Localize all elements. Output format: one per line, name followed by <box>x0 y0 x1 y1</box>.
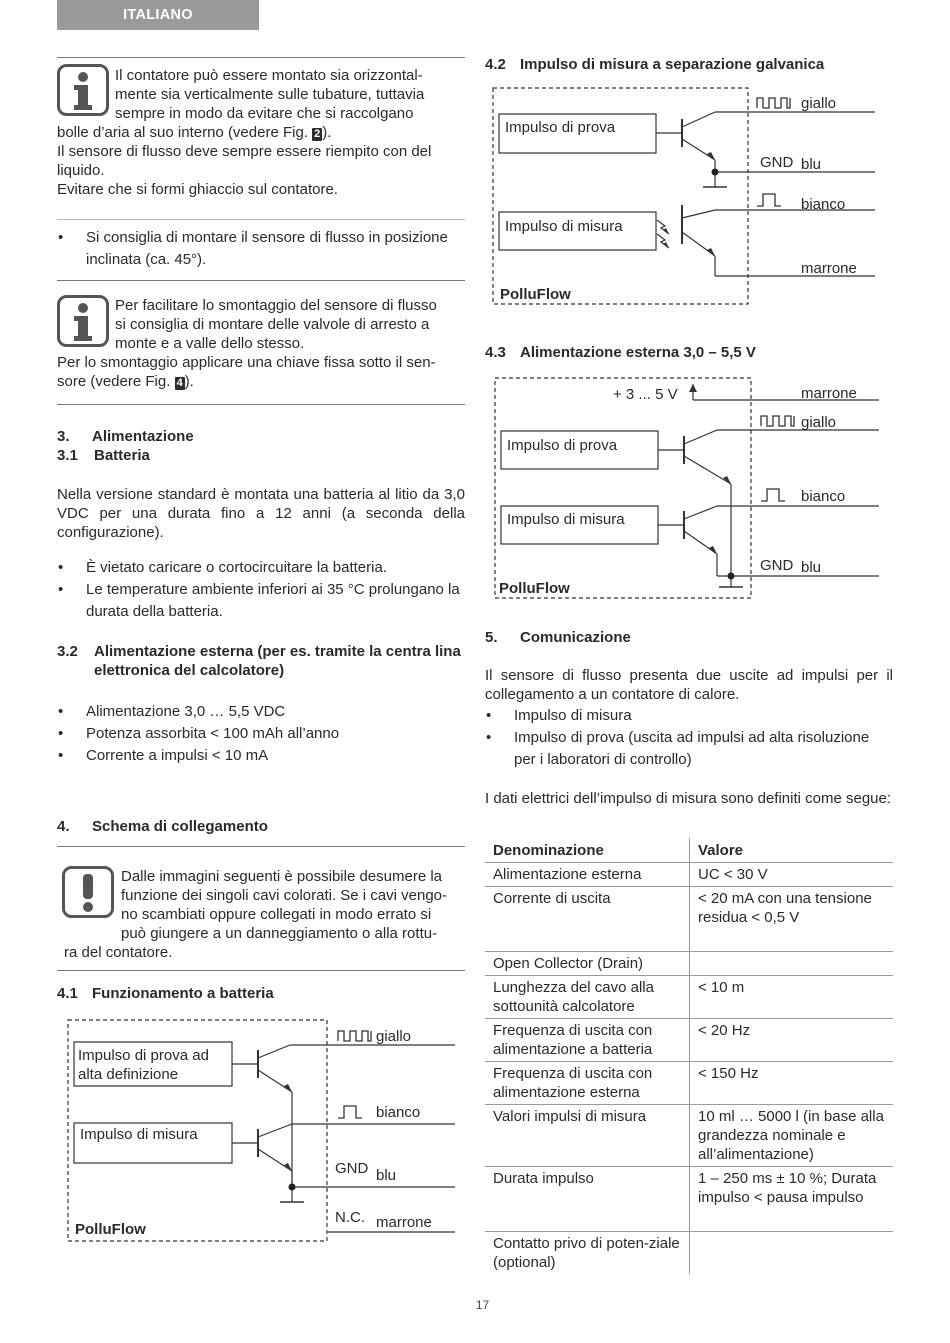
section-number: 4.1 <box>57 985 78 1002</box>
section-title: Alimentazione <box>92 428 194 445</box>
table-cell <box>690 952 894 976</box>
communication-bullet-list <box>485 705 893 771</box>
table-row <box>485 1019 893 1062</box>
note2-line3: monte e a valle dello stesso. <box>115 335 305 352</box>
divider <box>57 970 465 971</box>
wire-label-giallo: giallo <box>801 95 837 112</box>
table-row <box>485 887 893 952</box>
figure-ref-badge: 2 <box>314 128 321 140</box>
note2-line4: Per lo smontaggio applicare una chiave fissa sotto il sen- <box>57 354 436 371</box>
warning-line4: può giungere a un danneggiamento o alla rottu- <box>121 925 438 942</box>
list-item: • Impulso di prova (uscita ad impulsi ad alta risoluzione per i laboratori di controllo) <box>485 727 893 771</box>
wire-label-marrone: marrone <box>376 1214 432 1231</box>
page-number: 17 <box>475 1298 490 1312</box>
device-name: PolluFlow <box>75 1221 146 1238</box>
wire-label-gnd: GND <box>760 154 794 171</box>
table-row <box>485 1062 893 1105</box>
divider <box>57 219 465 220</box>
diagram-label: Impulso di prova ad <box>78 1047 209 1064</box>
table-row <box>485 863 893 887</box>
diagram-label: alta definizione <box>78 1066 179 1083</box>
section-number: 3.2 <box>57 643 78 660</box>
table-cell: Valori impulsi di misura <box>485 1105 690 1167</box>
section-4-2-heading <box>485 55 824 74</box>
section-3-1-heading <box>57 446 150 465</box>
table-row <box>485 1167 893 1232</box>
table-row <box>485 952 893 976</box>
electrical-data-table <box>485 838 893 1274</box>
table-cell <box>690 1232 894 1275</box>
table-cell: < 10 m <box>690 976 894 1019</box>
table-cell: 10 ml … 5000 l (in base alla grandezza nominale e all’alimentazione) <box>690 1105 894 1167</box>
wiring-diagram-battery <box>60 1012 465 1248</box>
info-icon <box>57 295 109 347</box>
list-item: • È vietato caricare o cortocircuitare la batteria. <box>57 557 467 579</box>
diagram-label: Impulso di misura <box>80 1126 198 1143</box>
note1-line2: mente sia verticalmente sulle tubature, tuttavia <box>115 86 425 103</box>
table-row <box>485 1232 893 1275</box>
warning-line5: ra del contatore. <box>64 944 173 961</box>
note2-line2: si consiglia di montare delle valvole di arresto a <box>115 316 430 333</box>
table-row <box>485 1105 893 1167</box>
figure-ref-badge: 4 <box>176 377 183 389</box>
section-number: 4. <box>57 818 70 835</box>
section-3-2-heading <box>57 642 467 680</box>
warning-line2: funzione dei singoli cavi colorati. Se i cavi vengo- <box>121 887 448 904</box>
note2-line5-text: sore (vedere Fig. <box>57 373 171 390</box>
wiring-diagram-galvanic <box>487 82 882 312</box>
diagram-label: Impulso di prova <box>505 119 616 136</box>
wire-label-blu: blu <box>801 156 822 173</box>
note1-para3: Evitare che si formi ghiaccio sul contatore. <box>57 181 338 198</box>
column-header: Denominazione <box>485 838 690 863</box>
table-cell: < 20 mA con una tensione residua < 0,5 V <box>690 887 894 952</box>
note1-line4 <box>57 123 465 142</box>
electrical-data-intro: I dati elettrici dell’impulso di misura sono definiti come segue: <box>485 790 892 807</box>
note1-line4-end: ). <box>322 124 332 141</box>
table-cell: Durata impulso <box>485 1167 690 1232</box>
wiring-diagram-external <box>489 372 884 604</box>
device-boundary <box>495 378 751 598</box>
list-item: • Corrente a impulsi < 10 mA <box>57 745 467 767</box>
wire-label-giallo: giallo <box>376 1028 412 1045</box>
wire-label-marrone: marrone <box>801 385 857 402</box>
note2-line1: Per facilitare lo smontaggio del sensore di flusso <box>115 297 437 314</box>
section-title: Alimentazione esterna 3,0 – 5,5 V <box>520 344 756 361</box>
divider <box>57 846 465 847</box>
battery-paragraph: Nella versione standard è montata una batteria al litio da 3,0 VDC per una durata fino a 12 anni (a seconda della configurazione). <box>57 486 465 541</box>
section-4-heading <box>57 817 268 836</box>
communication-paragraph: Il sensore di flusso presenta due uscite ad impulsi per il collegamento a un contatore di calore. <box>485 667 893 703</box>
note2-line5-end: ). <box>184 373 194 390</box>
device-name: PolluFlow <box>500 286 571 303</box>
table-cell: 1 – 250 ms ± 10 %; Durata impulso < pausa impulso <box>690 1167 894 1232</box>
divider <box>57 57 465 58</box>
external-supply-bullet-list <box>57 701 467 767</box>
divider <box>57 280 465 281</box>
table-cell: < 150 Hz <box>690 1062 894 1105</box>
section-title: Impulso di misura a separazione galvanica <box>520 56 825 73</box>
wire-label-gnd: GND <box>760 557 794 574</box>
section-title: Comunicazione <box>520 629 631 646</box>
section-title: Alimentazione esterna (per es. tramite la centra lina elettronica del calcolatore) <box>94 643 461 679</box>
section-title: Batteria <box>94 447 150 464</box>
diagram-label: Impulso di misura <box>507 511 625 528</box>
warning-line3: no scambiati oppure collegati in modo errato si <box>121 906 432 923</box>
list-item: • Potenza assorbita < 100 mAh all’anno <box>57 723 467 745</box>
wire-label-nc: N.C. <box>335 1209 365 1226</box>
table-cell: Frequenza di uscita con alimentazione esterna <box>485 1062 690 1105</box>
info-icon <box>57 64 109 116</box>
table-cell: Open Collector (Drain) <box>485 952 690 976</box>
battery-bullet-list <box>57 557 467 623</box>
note1-line4-text: bolle d’aria al suo interno (vedere Fig. <box>57 124 308 141</box>
device-name: PolluFlow <box>499 580 570 597</box>
list-item: • Si consiglia di montare il sensore di flusso in posizione inclinata (ca. 45°). <box>57 227 467 271</box>
table-cell: Contatto privo di poten-ziale (optional) <box>485 1232 690 1275</box>
wire-label-blu: blu <box>801 559 822 576</box>
supply-voltage-label: + 3 ... 5 V <box>613 386 678 403</box>
section-title: Funzionamento a batteria <box>92 985 274 1002</box>
section-5-heading <box>485 628 631 647</box>
table-cell: < 20 Hz <box>690 1019 894 1062</box>
section-3-heading <box>57 427 194 446</box>
table-row <box>485 976 893 1019</box>
wire-label-bianco: bianco <box>376 1104 421 1121</box>
list-item: • Le temperature ambiente inferiori ai 35 °C prolungano la durata della batteria. <box>57 579 467 623</box>
column-header: Valore <box>690 838 894 863</box>
section-4-1-heading <box>57 984 274 1003</box>
wire-label-marrone: marrone <box>801 260 857 277</box>
wire-label-gnd: GND <box>335 1160 369 1177</box>
table-cell: UC < 30 V <box>690 863 894 887</box>
warning-line1: Dalle immagini seguenti è possibile desumere la <box>121 868 442 885</box>
section-number: 4.2 <box>485 56 506 73</box>
table-header-row <box>485 838 893 863</box>
table-cell: Lunghezza del cavo alla sottounità calcolatore <box>485 976 690 1019</box>
table-cell: Frequenza di uscita con alimentazione a batteria <box>485 1019 690 1062</box>
table-cell: Corrente di uscita <box>485 887 690 952</box>
wire-label-bianco: bianco <box>801 488 846 505</box>
divider <box>57 404 465 405</box>
section-4-3-heading <box>485 343 756 362</box>
diagram-label: Impulso di prova <box>507 437 618 454</box>
note1-para2: Il sensore di flusso deve sempre essere riempito con del liquido. <box>57 143 432 179</box>
language-tab: ITALIANO <box>57 0 259 30</box>
note2-line5 <box>57 372 465 391</box>
list-item: • Alimentazione 3,0 … 5,5 VDC <box>57 701 467 723</box>
wire-label-blu: blu <box>376 1167 397 1184</box>
diagram-label: Impulso di misura <box>505 218 623 235</box>
wire-label-giallo: giallo <box>801 414 837 431</box>
section-title: Schema di collegamento <box>92 818 268 835</box>
wire-label-bianco: bianco <box>801 196 846 213</box>
section-number: 3.1 <box>57 447 78 464</box>
list-item: • Impulso di misura <box>485 705 893 727</box>
mount-bullet-list <box>57 227 467 271</box>
note1-line3: sempre in modo da evitare che si raccolgano <box>115 105 414 122</box>
note1-line1: Il contatore può essere montato sia orizzontal- <box>115 67 423 84</box>
table-cell: Alimentazione esterna <box>485 863 690 887</box>
section-number: 4.3 <box>485 344 506 361</box>
section-number: 3. <box>57 428 70 445</box>
section-number: 5. <box>485 629 498 646</box>
warning-icon <box>62 866 114 918</box>
